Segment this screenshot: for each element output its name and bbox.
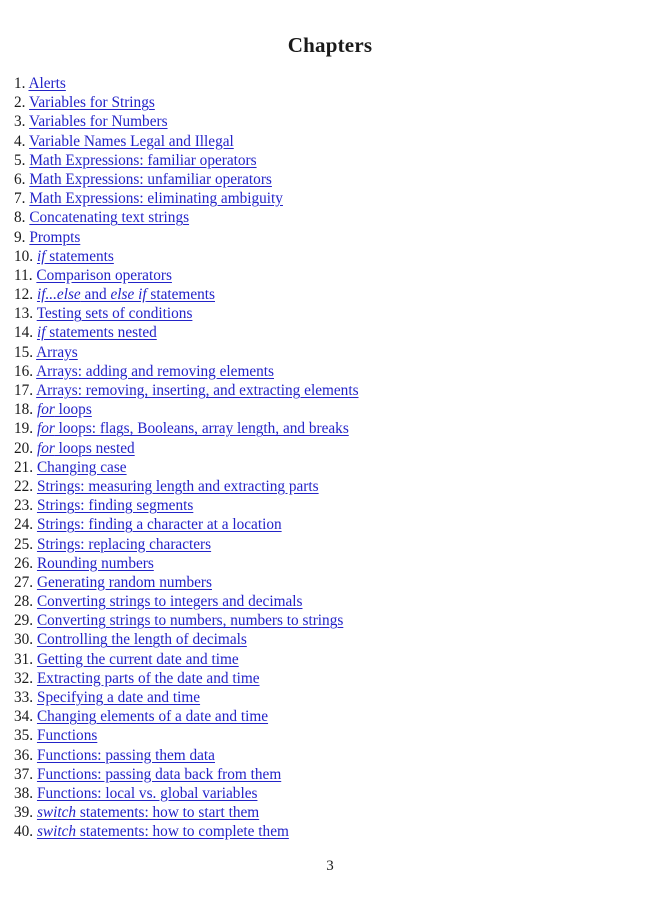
chapter-number: 39. (14, 804, 34, 822)
chapter-link[interactable] (37, 420, 349, 437)
chapter-link-text: Changing case (36, 458, 127, 476)
chapter-item (14, 439, 359, 458)
chapter-item (14, 765, 359, 784)
chapter-number: 26. (14, 554, 34, 572)
chapter-item (14, 554, 359, 573)
chapter-number: 11. (14, 266, 33, 284)
chapter-item (14, 266, 359, 285)
chapter-number: 2. (14, 94, 26, 112)
chapter-link[interactable] (37, 459, 127, 476)
chapter-link-text: Arrays: removing, inserting, and extracting elements (36, 382, 359, 399)
chapter-number: 4. (14, 132, 26, 150)
chapter-link[interactable] (37, 478, 319, 495)
chapter-item (14, 228, 359, 247)
chapter-link[interactable] (29, 94, 155, 111)
chapter-number: 17. (14, 382, 34, 399)
chapter-number: 18. (14, 401, 34, 419)
chapter-number: 30. (14, 631, 34, 649)
chapter-link[interactable] (37, 785, 258, 802)
chapter-link-text: Getting the current date and time (36, 650, 239, 668)
chapter-item (14, 151, 359, 170)
chapter-item (14, 688, 359, 707)
chapter-item (14, 592, 359, 611)
chapter-item (14, 803, 359, 822)
chapter-item (14, 343, 359, 362)
chapter-number: 6. (14, 170, 26, 188)
chapter-number: 9. (14, 228, 26, 246)
chapter-item (14, 400, 359, 419)
chapter-link[interactable] (37, 574, 212, 591)
chapter-link-text: Functions: passing data back from them (36, 765, 282, 783)
chapter-number: 15. (14, 343, 34, 361)
chapter-link[interactable] (37, 689, 200, 706)
chapter-number: 1. (14, 75, 26, 92)
chapter-number: 8. (14, 209, 26, 227)
chapter-link-text: Functions: local vs. global variables (36, 784, 258, 802)
chapter-number: 12. (14, 286, 34, 304)
chapter-item (14, 630, 359, 649)
chapter-link[interactable] (37, 651, 239, 668)
chapter-item (14, 247, 359, 266)
chapter-link-text: Math Expressions: familiar operators (29, 151, 257, 169)
chapter-number: 20. (14, 439, 34, 457)
chapter-link-keyword: if (36, 324, 46, 342)
chapter-link-text: Arrays (36, 343, 78, 361)
chapter-number: 31. (14, 650, 34, 668)
chapter-number: 38. (14, 784, 34, 802)
chapter-link[interactable] (37, 555, 154, 572)
chapter-link-text: Changing elements of a date and time (36, 708, 269, 726)
chapter-number: 33. (14, 689, 34, 706)
chapter-item (14, 362, 359, 381)
chapter-link-text: Strings: finding a character at a location (36, 516, 282, 534)
chapter-link[interactable] (37, 305, 193, 322)
chapter-item (14, 477, 359, 496)
chapter-link-text: Comparison operators (36, 266, 172, 284)
chapter-link[interactable] (37, 612, 343, 629)
chapter-link-text: Variables for Strings (29, 94, 155, 112)
chapter-number: 5. (14, 151, 26, 169)
chapter-link-keyword: for (36, 439, 55, 457)
chapter-item (14, 573, 359, 592)
chapter-item (14, 611, 359, 630)
chapter-item (14, 381, 359, 400)
chapter-link[interactable] (37, 248, 114, 265)
chapter-link-text: Variables for Numbers (29, 113, 168, 131)
chapter-number: 10. (14, 247, 34, 265)
chapter-link-keyword: switch (36, 804, 77, 822)
chapter-link[interactable] (29, 152, 256, 169)
chapter-link-text: Math Expressions: eliminating ambiguity (29, 190, 283, 208)
chapter-link-text: Variable Names Legal and Illegal (29, 132, 234, 150)
chapter-link-keyword: for (36, 401, 55, 419)
chapter-link[interactable] (37, 497, 193, 514)
chapter-item (14, 323, 359, 342)
chapter-number: 19. (14, 420, 34, 438)
chapter-item (14, 822, 359, 841)
chapter-link-text: Controlling the length of decimals (36, 631, 247, 649)
chapter-number: 24. (14, 516, 34, 534)
chapter-link[interactable] (29, 190, 283, 207)
chapter-item (14, 112, 359, 131)
chapter-link-text: Functions: passing them data (36, 746, 215, 764)
chapter-number: 28. (14, 593, 34, 611)
chapter-number: 36. (14, 746, 34, 764)
chapter-link-text: Rounding numbers (36, 554, 154, 572)
chapter-link[interactable] (37, 747, 215, 764)
chapter-link-text: and (80, 286, 111, 304)
chapter-link-text: statements (146, 286, 215, 304)
chapter-number: 25. (14, 535, 34, 553)
chapter-link[interactable] (37, 516, 282, 533)
chapter-link[interactable] (29, 133, 234, 150)
chapter-link-text: loops nested (54, 439, 135, 457)
chapter-link[interactable] (37, 708, 268, 725)
chapter-link[interactable] (36, 363, 274, 380)
chapter-item (14, 746, 359, 765)
chapter-number: 37. (14, 765, 34, 783)
chapter-item (14, 707, 359, 726)
chapter-list (14, 74, 359, 842)
chapter-number: 34. (14, 708, 34, 726)
chapter-link-text: statements: how to complete them (76, 823, 289, 841)
chapter-link[interactable] (37, 324, 157, 341)
chapter-link-keyword: if (36, 247, 46, 265)
chapter-link-text: Testing sets of conditions (36, 305, 193, 323)
chapter-link-text: Alerts (28, 75, 66, 92)
chapter-link-text: loops (54, 401, 92, 419)
chapter-link[interactable] (37, 536, 211, 553)
chapter-link-text: Math Expressions: unfamiliar operators (29, 170, 272, 188)
chapter-link[interactable] (36, 344, 78, 361)
chapter-number: 16. (14, 362, 34, 380)
chapter-item (14, 669, 359, 688)
chapter-item (14, 74, 359, 93)
chapter-number: 14. (14, 324, 34, 342)
chapter-link[interactable] (29, 209, 189, 226)
page-number: 3 (326, 858, 334, 874)
chapter-item (14, 132, 359, 151)
chapter-link[interactable] (37, 766, 281, 783)
chapter-link-keyword: switch (36, 823, 77, 841)
chapter-number: 13. (14, 305, 34, 323)
chapter-link[interactable] (37, 401, 92, 418)
chapter-item (14, 170, 359, 189)
chapter-item (14, 496, 359, 515)
chapter-number: 7. (14, 190, 26, 208)
chapter-number: 29. (14, 612, 34, 630)
chapter-link-text: Generating random numbers (36, 573, 212, 591)
chapter-link[interactable] (29, 113, 167, 130)
chapter-link[interactable] (37, 804, 259, 821)
chapter-number: 21. (14, 458, 34, 476)
chapter-item (14, 726, 359, 745)
chapter-link-text: Extracting parts of the date and time (36, 669, 260, 687)
chapter-link-keyword: for (36, 420, 55, 438)
chapter-item (14, 535, 359, 554)
chapter-link[interactable] (36, 267, 172, 284)
chapter-link-text: Strings: measuring length and extracting parts (36, 477, 319, 495)
chapter-link[interactable] (36, 382, 358, 399)
chapter-link-text: Converting strings to integers and decimals (36, 593, 303, 611)
chapter-number: 27. (14, 573, 34, 591)
chapter-link[interactable] (37, 631, 247, 648)
chapter-item (14, 93, 359, 112)
chapter-item (14, 189, 359, 208)
chapter-link-text: loops: flags, Booleans, array length, and breaks (54, 420, 349, 438)
chapter-item (14, 784, 359, 803)
chapter-link[interactable] (37, 286, 215, 303)
chapter-link-text: Prompts (29, 228, 81, 246)
chapter-item (14, 285, 359, 304)
chapter-link[interactable] (29, 171, 272, 188)
page-title: Chapters (287, 33, 373, 57)
chapter-link-text: statements: how to start them (76, 804, 260, 822)
chapter-item (14, 419, 359, 438)
chapter-link-text: statements (45, 247, 114, 265)
chapter-link[interactable] (37, 727, 97, 744)
chapter-number: 23. (14, 497, 34, 515)
chapter-number: 40. (14, 823, 34, 841)
chapter-item (14, 208, 359, 227)
chapter-link[interactable] (37, 823, 289, 840)
chapter-link-text: statements nested (45, 324, 157, 342)
chapter-link[interactable] (37, 440, 135, 457)
chapter-link-keyword: if...else (36, 286, 81, 304)
chapter-number: 35. (14, 727, 34, 745)
chapter-item (14, 650, 359, 669)
chapter-item (14, 304, 359, 323)
chapter-item (14, 515, 359, 534)
chapter-link-text: Strings: finding segments (36, 497, 194, 515)
chapter-item (14, 458, 359, 477)
chapter-link-keyword: else if (110, 286, 147, 304)
chapter-link-text: Converting strings to numbers, numbers to strings (36, 612, 344, 630)
chapter-link-text: Strings: replacing characters (36, 535, 212, 553)
chapter-link[interactable] (28, 75, 65, 92)
chapter-link[interactable] (37, 670, 260, 687)
chapter-number: 22. (14, 477, 34, 495)
chapter-link[interactable] (29, 229, 80, 246)
chapter-number: 3. (14, 113, 26, 131)
chapter-link-text: Concatenating text strings (29, 209, 190, 227)
chapter-link-text: Functions (36, 727, 98, 745)
chapter-link-text: Specifying a date and time (36, 689, 201, 706)
chapter-number: 32. (14, 669, 34, 687)
chapter-link-text: Arrays: adding and removing elements (36, 362, 274, 380)
chapter-link[interactable] (37, 593, 303, 610)
